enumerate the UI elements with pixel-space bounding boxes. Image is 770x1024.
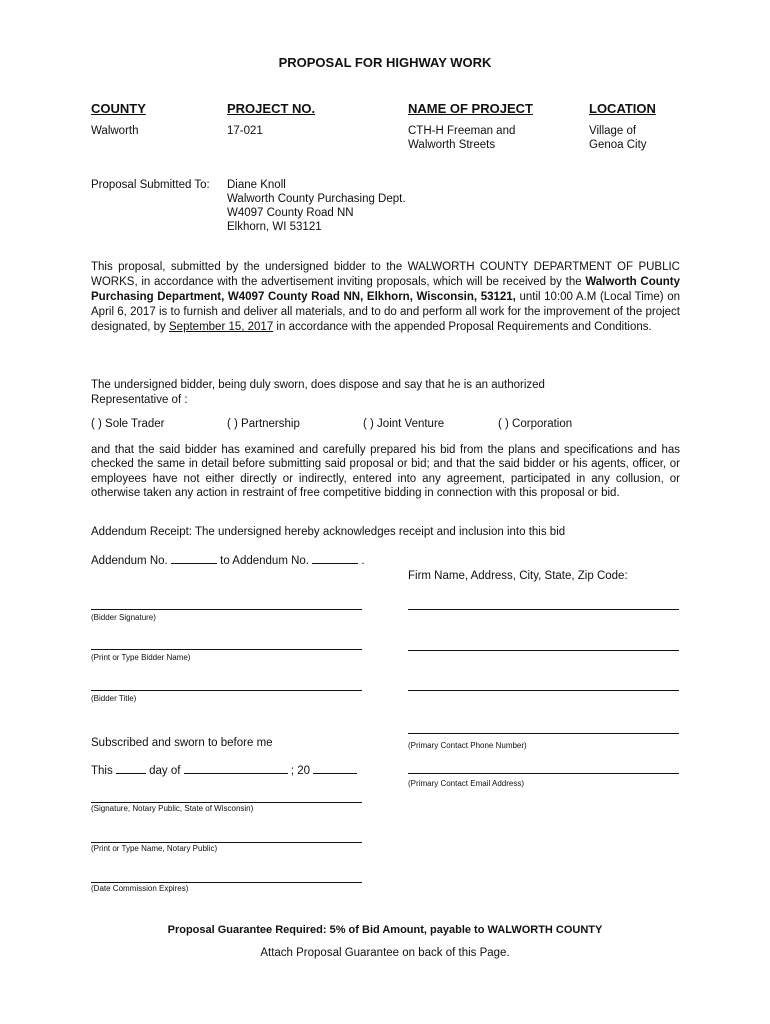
phone-caption: (Primary Contact Phone Number) <box>408 741 527 750</box>
location-value <box>589 124 647 152</box>
location-line: Village of <box>589 125 637 137</box>
firm-line-1[interactable] <box>408 609 679 610</box>
address-line: Walworth County Purchasing Dept. <box>227 193 406 205</box>
project-name-header: NAME OF PROJECT <box>408 101 533 116</box>
intro-text: in accordance with the appended Proposal Requirements and Conditions. <box>273 321 652 333</box>
day-field[interactable] <box>116 763 146 774</box>
intro-text: until 10:00 A.M (Local Time) on April 6, 2017 is to furnish and deliver all materials, and to do and perform all work for the improvement of the project designated, by <box>91 291 680 333</box>
firm-label: Firm Name, Address, City, State, Zip Code: <box>408 570 628 582</box>
addendum-to-label: to Addendum No. <box>220 555 309 567</box>
this-label: This <box>91 765 113 777</box>
project-no-header: PROJECT NO. <box>227 101 316 116</box>
notary-signature-caption: (Signature, Notary Public, State of Wisconsin) <box>91 804 254 813</box>
project-name-line: CTH-H Freeman and <box>408 125 516 137</box>
day-of-label: day of <box>149 765 181 777</box>
address-line: Elkhorn, WI 53121 <box>227 221 322 233</box>
phone-line[interactable] <box>408 733 679 734</box>
intro-bold-address: Walworth County Purchasing Department, W4097 County Road NN, Elkhorn, Wisconsin, 53121, <box>91 276 680 303</box>
guarantee-note: Proposal Guarantee Required: 5% of Bid Amount, payable to WALWORTH COUNTY <box>167 924 603 936</box>
project-name-value <box>408 124 515 152</box>
firm-line-3[interactable] <box>408 690 679 691</box>
intro-text: This proposal, submitted by the undersigned bidder to the WALWORTH COUNTY DEPARTMENT OF PUBLIC WORKS, in accordance with the advertisement inviting proposals, which will be received by the <box>91 261 680 288</box>
county-value: Walworth <box>91 125 139 137</box>
option-corporation[interactable]: ( ) Corporation <box>498 418 573 430</box>
bidder-title-line[interactable] <box>91 690 362 691</box>
addendum-to-field[interactable] <box>312 553 358 564</box>
commission-line[interactable] <box>91 882 362 883</box>
addendum-end: . <box>361 555 365 567</box>
sworn-date-line <box>91 763 357 777</box>
county-header: COUNTY <box>91 101 146 116</box>
examined-paragraph: and that the said bidder has examined and carefully prepared his bid from the plans and specifications and has checked the same in detail before submitting said proposal or bid; and that the said bidder or his agents, officer, or employees have not either directly or indirectly, entered into any agreement, participated in any collusion, or otherwise taken any action in restraint of free competitive bidding in connection with this proposal or bid. <box>91 444 680 499</box>
email-caption: (Primary Contact Email Address) <box>408 779 525 788</box>
option-joint-venture[interactable]: ( ) Joint Venture <box>363 418 445 430</box>
bidder-signature-caption: (Bidder Signature) <box>91 613 156 622</box>
representative-text: The undersigned bidder, being duly sworn, does dispose and say that he is an authorized Representative of : <box>91 379 545 406</box>
option-sole-trader[interactable]: ( ) Sole Trader <box>91 418 165 430</box>
addendum-line <box>91 553 365 567</box>
email-line[interactable] <box>408 773 679 774</box>
bidder-name-line[interactable] <box>91 649 362 650</box>
bidder-signature-line[interactable] <box>91 609 362 610</box>
submitted-to-label: Proposal Submitted To: <box>91 179 210 191</box>
addendum-receipt: Addendum Receipt: The undersigned hereby acknowledges receipt and inclusion into this bid <box>91 526 566 538</box>
location-header: LOCATION <box>589 101 656 116</box>
month-field[interactable] <box>184 763 288 774</box>
notary-signature-line[interactable] <box>91 802 362 803</box>
addendum-no-label: Addendum No. <box>91 555 168 567</box>
location-line: Genoa City <box>589 139 647 151</box>
bidder-title-caption: (Bidder Title) <box>91 694 137 703</box>
address-line: W4097 County Road NN <box>227 207 354 219</box>
attach-note: Attach Proposal Guarantee on back of this Page. <box>260 947 510 959</box>
notary-name-line[interactable] <box>91 842 362 843</box>
commission-caption: (Date Commission Expires) <box>91 884 189 893</box>
project-name-line: Walworth Streets <box>408 139 496 151</box>
intro-paragraph <box>91 260 680 335</box>
year-field[interactable] <box>313 763 357 774</box>
notary-name-caption: (Print or Type Name, Notary Public) <box>91 844 218 853</box>
project-no-value: 17-021 <box>227 125 263 137</box>
sworn-text: Subscribed and sworn to before me <box>91 737 273 749</box>
address-line: Diane Knoll <box>227 179 286 191</box>
completion-date: September 15, 2017 <box>169 321 274 333</box>
bidder-name-caption: (Print or Type Bidder Name) <box>91 653 191 662</box>
firm-line-2[interactable] <box>408 650 679 651</box>
submitted-to-address <box>227 178 406 234</box>
year-label: ; 20 <box>290 765 311 777</box>
page-title: PROPOSAL FOR HIGHWAY WORK <box>278 55 492 70</box>
addendum-from-field[interactable] <box>171 553 217 564</box>
option-partnership[interactable]: ( ) Partnership <box>227 418 300 430</box>
